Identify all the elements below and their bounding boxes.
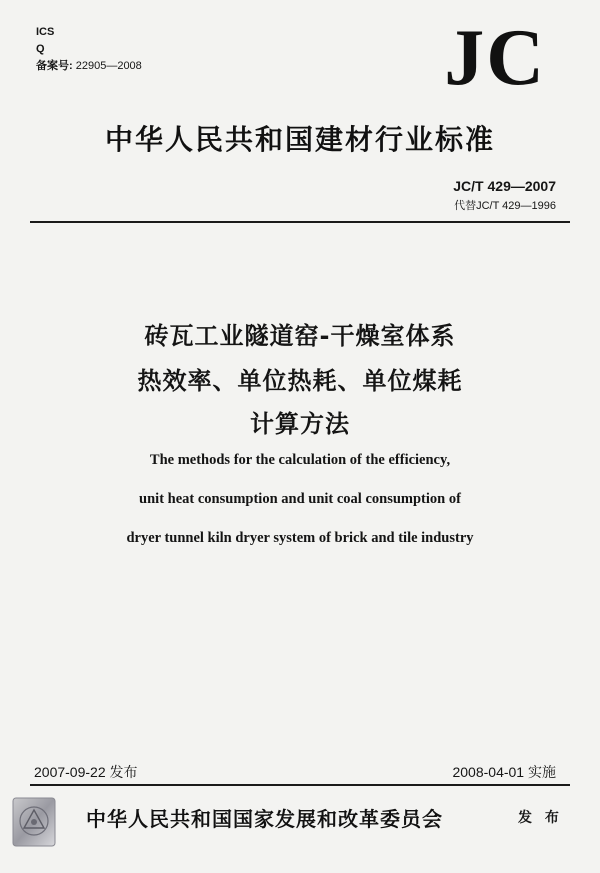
header-divider (30, 221, 570, 223)
issue-date: 2007-09-22 发布 (34, 764, 138, 780)
record-label: 备案号: (36, 60, 73, 72)
english-title-line-1: The methods for the calculation of the efficiency, (149, 452, 451, 468)
replaced-standard: 代替JC/T 429—1996 (454, 200, 556, 212)
chinese-title-line-2: 热效率、单位热耗、单位煤耗 (137, 367, 463, 395)
english-title-line-2: unit heat consumption and unit coal consumption of (139, 491, 461, 507)
ics-code: ICS (36, 26, 55, 38)
industry-standard-title: 中华人民共和国建材行业标准 (104, 123, 495, 156)
standard-number: JC/T 429—2007 (453, 178, 556, 194)
publish-label: 发 布 (518, 810, 563, 826)
footer-divider (30, 784, 570, 786)
english-title-line-3: dryer tunnel kiln dryer system of brick and tile industry (126, 530, 474, 546)
jc-logo: JC (444, 14, 546, 102)
issuing-authority: 中华人民共和国国家发展和改革委员会 (86, 807, 443, 831)
chinese-title-line-1: 砖瓦工业隧道窑-干燥室体系 (144, 322, 456, 350)
classification-code: Q (36, 43, 45, 55)
record-number-value: 22905—2008 (75, 60, 142, 72)
implementation-date: 2008-04-01 实施 (452, 764, 556, 780)
chinese-title-line-3: 计算方法 (250, 410, 350, 438)
hologram-seal-icon (12, 797, 56, 847)
record-number (36, 58, 142, 75)
